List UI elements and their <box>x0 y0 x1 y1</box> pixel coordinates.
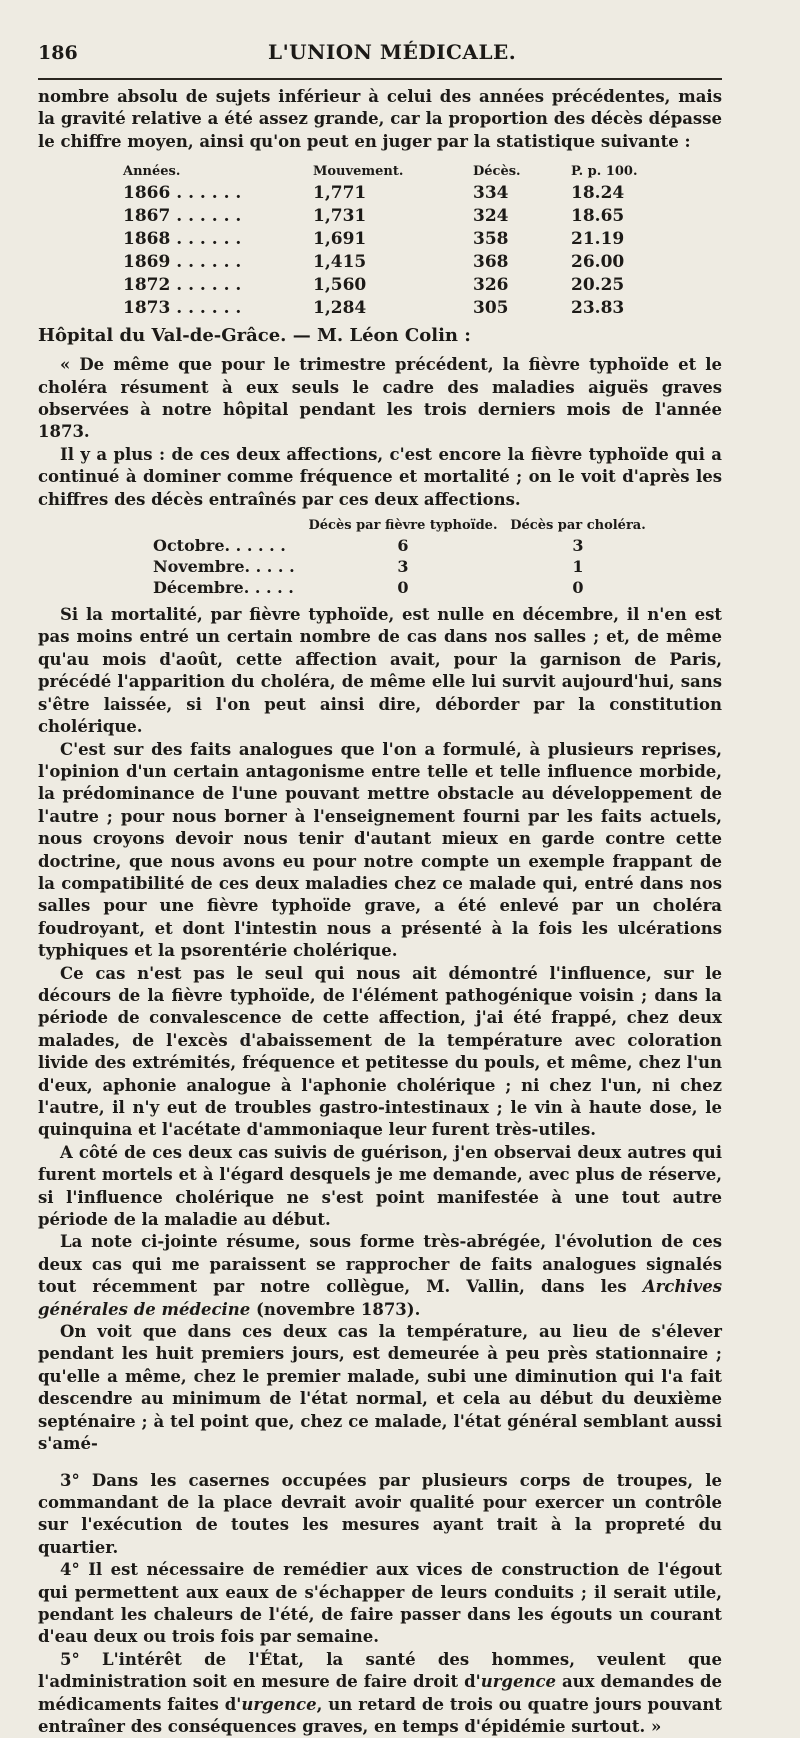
page-number: 186 <box>38 42 78 64</box>
month-cell: Décembre. . . . . <box>153 578 294 598</box>
vallin-text-before: La note ci-jointe résume, sous forme très-abrégée, l'évolution de ces deux cas qui me paraissent se rapprocher de faits analogues signalés tout récemment par notre collègue, M. Vallin, dans les <box>38 1232 722 1297</box>
table-row <box>153 577 648 598</box>
paragraph: Il y a plus : de ces deux affections, c'est encore la fièvre typhoïde qui a continué à dominer comme fréquence et mortalité ; on le voit d'après les chiffres des décès entraînés par ces deux affections. <box>38 444 722 509</box>
table-row <box>123 227 651 250</box>
cholera-cell: 3 <box>572 536 584 556</box>
typhoid-col-header: Décès par fièvre typhoïde. <box>308 517 498 533</box>
hospital-heading: Hôpital du Val-de-Grâce. — M. Léon Colin : <box>38 325 471 347</box>
percent-cell: 20.25 <box>571 274 625 295</box>
year-cell: 1868 . . . . . . <box>123 228 242 249</box>
deces-cell: 326 <box>473 274 509 295</box>
table-row <box>123 204 651 227</box>
col-header-percent: P. p. 100. <box>571 163 638 179</box>
col-header-annees: Années. <box>123 163 181 179</box>
cholera-col-header: Décès par choléra. <box>510 517 646 533</box>
mouvement-cell: 1,691 <box>313 228 367 249</box>
header-rule <box>38 78 722 80</box>
percent-cell: 26.00 <box>571 251 625 272</box>
mouvement-cell: 1,415 <box>313 251 367 272</box>
vallin-paragraph <box>38 1231 722 1321</box>
col-header-deces: Décès. <box>473 163 521 179</box>
paragraph: C'est sur des faits analogues que l'on a formulé, à plusieurs reprises, l'opinion d'un certain antagonisme entre telle et telle influence morbide, la prédominance de l'une pouvant mettre obstacle au développement de l'autre ; pour nous borner à l'enseignement fourni par les faits actuels, nous croyons devoir nous tenir d'autant mieux en garde contre cette doctrine, que nous avons eu pour notre compte un exemple frappant de la compatibilité de ces deux maladies chez ce malade qui, entré dans nos salles pour une fièvre typhoïde grave, a été enlevé par un choléra foudroyant, et dont l'intestin nous a présenté à la fois les ulcérations typhiques et la psorentérie cholérique. <box>38 739 722 961</box>
journal-title: Archives générales de médecine <box>38 1277 722 1319</box>
year-cell: 1867 . . . . . . <box>123 205 242 226</box>
running-header <box>38 40 722 76</box>
section-gap <box>38 1456 722 1470</box>
year-cell: 1873 . . . . . . <box>123 297 242 318</box>
paragraph: Si la mortalité, par fièvre typhoïde, est nulle en décembre, il n'en est pas moins entré un certain nombre de cas dans nos salles ; et, de même qu'au mois d'août, cette affection avait, pour la garnison de Paris, précédé l'apparition du choléra, de même elle lui survit aujourd'hui, sans s'être laissée, si l'on peut ainsi dire, déborder par la constitution cholérique. <box>38 605 722 737</box>
urgence-emphasis-2: urgence <box>241 1694 317 1714</box>
deces-cell: 358 <box>473 228 509 249</box>
recommendation-item: 3° Dans les casernes occupées par plusieurs corps de troupes, le commandant de la place devrait avoir qualité pour exercer un contrôle sur l'exécution de toutes les mesures ayant trait à la propreté du quartier. <box>38 1470 722 1557</box>
final-text-part1: 5° L'intérêt de l'État, la santé des hommes, veulent que l'administration soit en mesure de faire droit d' <box>38 1649 722 1692</box>
table-row <box>123 181 651 204</box>
month-cell: Octobre. . . . . . <box>153 536 286 556</box>
statistics-header-row <box>123 161 651 181</box>
paragraph: A côté de ces deux cas suivis de guérison, j'en observai deux autres qui furent mortels et à l'égard desquels je me demande, avec plus de réserve, si l'influence cholérique ne s'est point manifestée à une tout autre période de la maladie au début. <box>38 1142 722 1230</box>
deces-cell: 324 <box>473 205 509 226</box>
temperature-paragraph: On voit que dans ces deux cas la température, au lieu de s'élever pendant les huit premiers jours, est demeurée à peu près stationnaire ; qu'elle a même, chez le premier malade, subi une diminution qui l'a fait descendre au minimum de l'état normal, et cela au début du deuxième septénaire ; à tel point que, chez ce malade, l'état général semblant aussi s'amé- <box>38 1322 722 1454</box>
running-title: L'UNION MÉDICALE. <box>268 40 517 64</box>
final-text-part3: , un retard de trois ou quatre jours pouvant entraîner des conséquences graves, en temps d'épidémie surtout. » <box>38 1694 722 1736</box>
mouvement-cell: 1,771 <box>313 182 367 203</box>
mouvement-cell: 1,560 <box>313 274 367 295</box>
paragraph: Ce cas n'est pas le seul qui nous ait démontré l'influence, sur le décours de la fièvre typhoïde, de l'élément pathogénique voisin ; dans la période de convalescence de cette affection, j'ai été frappé, chez deux malades, de l'excès d'abaissement de la température avec coloration livide des extrémités, fréquence et petitesse du pouls, et même, chez l'un d'eux, aphonie analogue à l'aphonie cholérique ; ni chez l'un, ni chez l'autre, il n'y eut de troubles gastro-intestinaux ; le vin à haute dose, le quinquina et l'acétate d'ammoniaque leur furent très-utiles. <box>38 963 722 1140</box>
percent-cell: 23.83 <box>571 297 625 318</box>
cholera-cell: 1 <box>572 557 584 577</box>
year-cell: 1866 . . . . . . <box>123 182 242 203</box>
mouvement-cell: 1,731 <box>313 205 367 226</box>
typhoid-cell: 6 <box>397 536 409 556</box>
deces-cell: 368 <box>473 251 509 272</box>
urgence-emphasis-1: urgence <box>480 1672 556 1692</box>
year-cell: 1872 . . . . . . <box>123 274 242 295</box>
final-recommendation <box>38 1649 722 1738</box>
intro-paragraph: nombre absolu de sujets inférieur à celui des années précédentes, mais la gravité relative a été assez grande, car la proportion des décès dépasse le chiffre moyen, ainsi qu'on peut en juger par la statistique suivante : <box>38 87 722 151</box>
typhoid-cell: 0 <box>397 578 409 598</box>
mouvement-cell: 1,284 <box>313 297 367 318</box>
percent-cell: 18.65 <box>571 205 625 226</box>
cholera-cell: 0 <box>572 578 584 598</box>
paragraph: « De même que pour le trimestre précédent, la fièvre typhoïde et le choléra résument à eux seuls le cadre des maladies aiguës graves observées à notre hôpital pendant les trois derniers mois de l'année 1873. <box>38 355 722 442</box>
table-row <box>123 273 651 296</box>
statistics-table <box>123 161 651 319</box>
deaths-table <box>153 515 648 598</box>
year-cell: 1869 . . . . . . <box>123 251 242 272</box>
month-cell: Novembre. . . . . <box>153 557 295 577</box>
table-row <box>123 250 651 273</box>
table-row <box>153 535 648 556</box>
percent-cell: 21.19 <box>571 228 625 249</box>
typhoid-cell: 3 <box>397 557 409 577</box>
col-header-mouvement: Mouvement. <box>313 163 404 179</box>
table-row <box>153 556 648 577</box>
month-col-header <box>153 515 298 535</box>
percent-cell: 18.24 <box>571 182 625 203</box>
deces-cell: 334 <box>473 182 509 203</box>
deces-cell: 305 <box>473 297 509 318</box>
vallin-text-after: (novembre 1873). <box>250 1299 421 1319</box>
deaths-header-row <box>153 515 648 535</box>
recommendation-item: 4° Il est nécessaire de remédier aux vices de construction de l'égout qui permettent aux eaux de s'échapper de leurs conduits ; il serait utile, pendant les chaleurs de l'été, de faire passer dans les égouts un courant d'eau deux ou trois fois par semaine. <box>38 1560 722 1647</box>
table-row <box>123 296 651 319</box>
final-text-part2: aux demandes de médicaments faites d' <box>38 1672 722 1714</box>
